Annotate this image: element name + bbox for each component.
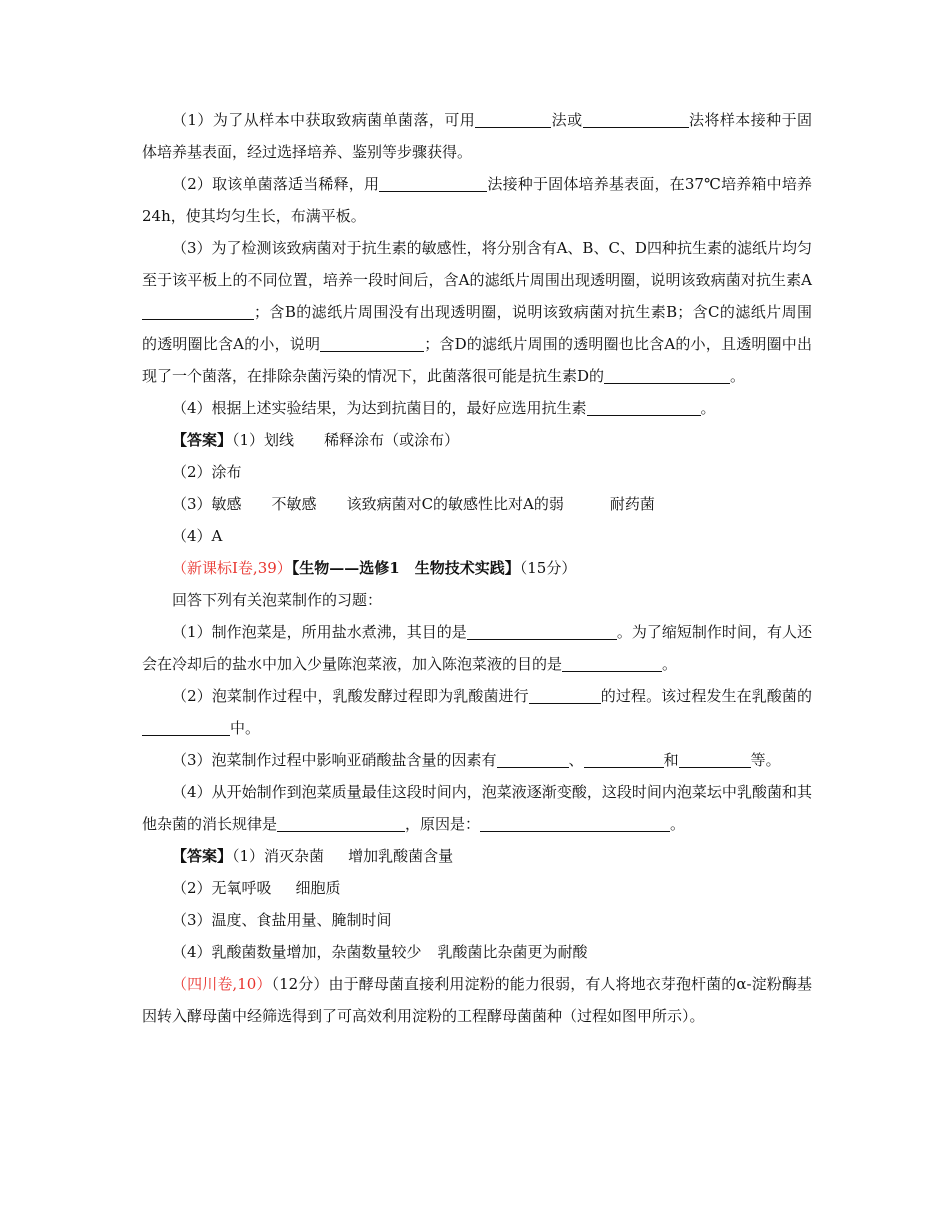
- answer-blank: [529, 685, 601, 704]
- question-source: （四川卷,10）: [172, 975, 272, 993]
- answer-blank: [497, 749, 569, 768]
- q2-intro: 回答下列有关泡菜制作的习题：: [172, 591, 383, 609]
- q2-answer-4: （4）乳酸菌数量增加，杂菌数量较少 乳酸菌比杂菌更为耐酸: [172, 943, 588, 961]
- q2-part2: （2）泡菜制作过程中，乳酸发酵过程即为乳酸菌进行 的过程。该过程发生在乳酸菌的中。: [142, 680, 812, 744]
- q1-answer-2: （2）涂布: [172, 463, 242, 481]
- q2-part3: （3）泡菜制作过程中影响亚硝酸盐含量的因素有 、 和 等。: [172, 751, 781, 769]
- answer-blank: [679, 749, 751, 768]
- q1-answer-3: （3）敏感 不敏感 该致病菌对C的敏感性比对A的弱 耐药菌: [172, 495, 655, 513]
- q1-answer-1: 【答案】（1）划线 稀释涂布（或涂布）: [172, 431, 460, 449]
- document-page: [142, 104, 812, 1032]
- answer-blank: [320, 333, 424, 352]
- q2-answer-3: （3）温度、食盐用量、腌制时间: [172, 911, 392, 929]
- q1-part2: （2）取该单菌落适当稀释，用 法接种于固体培养基表面，在37℃培养箱中培养24h，使其均匀生长，布满平板。: [142, 175, 813, 225]
- answer-blank: [583, 109, 689, 128]
- question-source: （新课标Ⅰ卷,39）: [172, 559, 292, 577]
- q3-text: （四川卷,10）（12分）由于酵母菌直接利用淀粉的能力很弱，有人将地衣芽孢杆菌的α-淀粉酶基因转入酵母菌中经筛选得到了可高效利用淀粉的工程酵母菌菌种（过程如图甲所示）。: [142, 975, 812, 1025]
- q1-part3: （3）为了检测该致病菌对于抗生素的敏感性，将分别含有A、B、C、D四种抗生素的滤纸片均匀至于该平板上的不同位置，培养一段时间后，含A的滤纸片周围出现透明圈，说明该致病菌对抗生素A；含B的滤纸片周围没有出现透明圈，说明该致病菌对抗生素B；含C的滤纸片周围的透明圈比含A的小，说明 ；含D的滤纸片周围的透明圈也比含A的小，且透明圈中出现了一个菌落，在排除杂菌污染的情况下，此菌落很可能是抗生素D的 。: [142, 239, 812, 385]
- q1-answer-4: （4）A: [172, 527, 223, 545]
- answer-blank: [604, 365, 730, 384]
- answer-blank: [379, 173, 487, 192]
- answer-blank: [277, 813, 405, 832]
- q2-answer-1: 【答案】（1）消灭杂菌 增加乳酸菌含量: [172, 847, 454, 865]
- answer-label: 【答案】: [172, 847, 233, 865]
- answer-blank: [562, 653, 662, 672]
- q2-heading: （新课标Ⅰ卷,39）【生物——选修1 生物技术实践】（15分）: [172, 559, 577, 577]
- answer-blank: [467, 621, 617, 640]
- q1-part1: （1）为了从样本中获取致病菌单菌落，可用 法或 法将样本接种于固体培养基表面，经过选择培养、鉴别等步骤获得。: [142, 111, 812, 161]
- answer-blank: [584, 749, 664, 768]
- answer-blank: [142, 717, 230, 736]
- q2-part4: （4）从开始制作到泡菜质量最佳这段时间内，泡菜液逐渐变酸，这段时间内泡菜坛中乳酸菌和其他杂菌的消长规律是 ，原因是： 。: [142, 783, 812, 833]
- answer-label: 【答案】: [172, 431, 233, 449]
- q2-part1: （1）制作泡菜是，所用盐水煮沸，其目的是 。为了缩短制作时间，有人还会在冷却后的盐水中加入少量陈泡菜液，加入陈泡菜液的目的是 。: [142, 623, 812, 673]
- answer-blank: [475, 109, 551, 128]
- answer-blank: [142, 301, 254, 320]
- q1-part4: （4）根据上述实验结果，为达到抗菌目的，最好应选用抗生素 。: [172, 399, 716, 417]
- answer-blank: [480, 813, 670, 832]
- q2-answer-2: （2）无氧呼吸 细胞质: [172, 879, 341, 897]
- answer-blank: [587, 397, 701, 416]
